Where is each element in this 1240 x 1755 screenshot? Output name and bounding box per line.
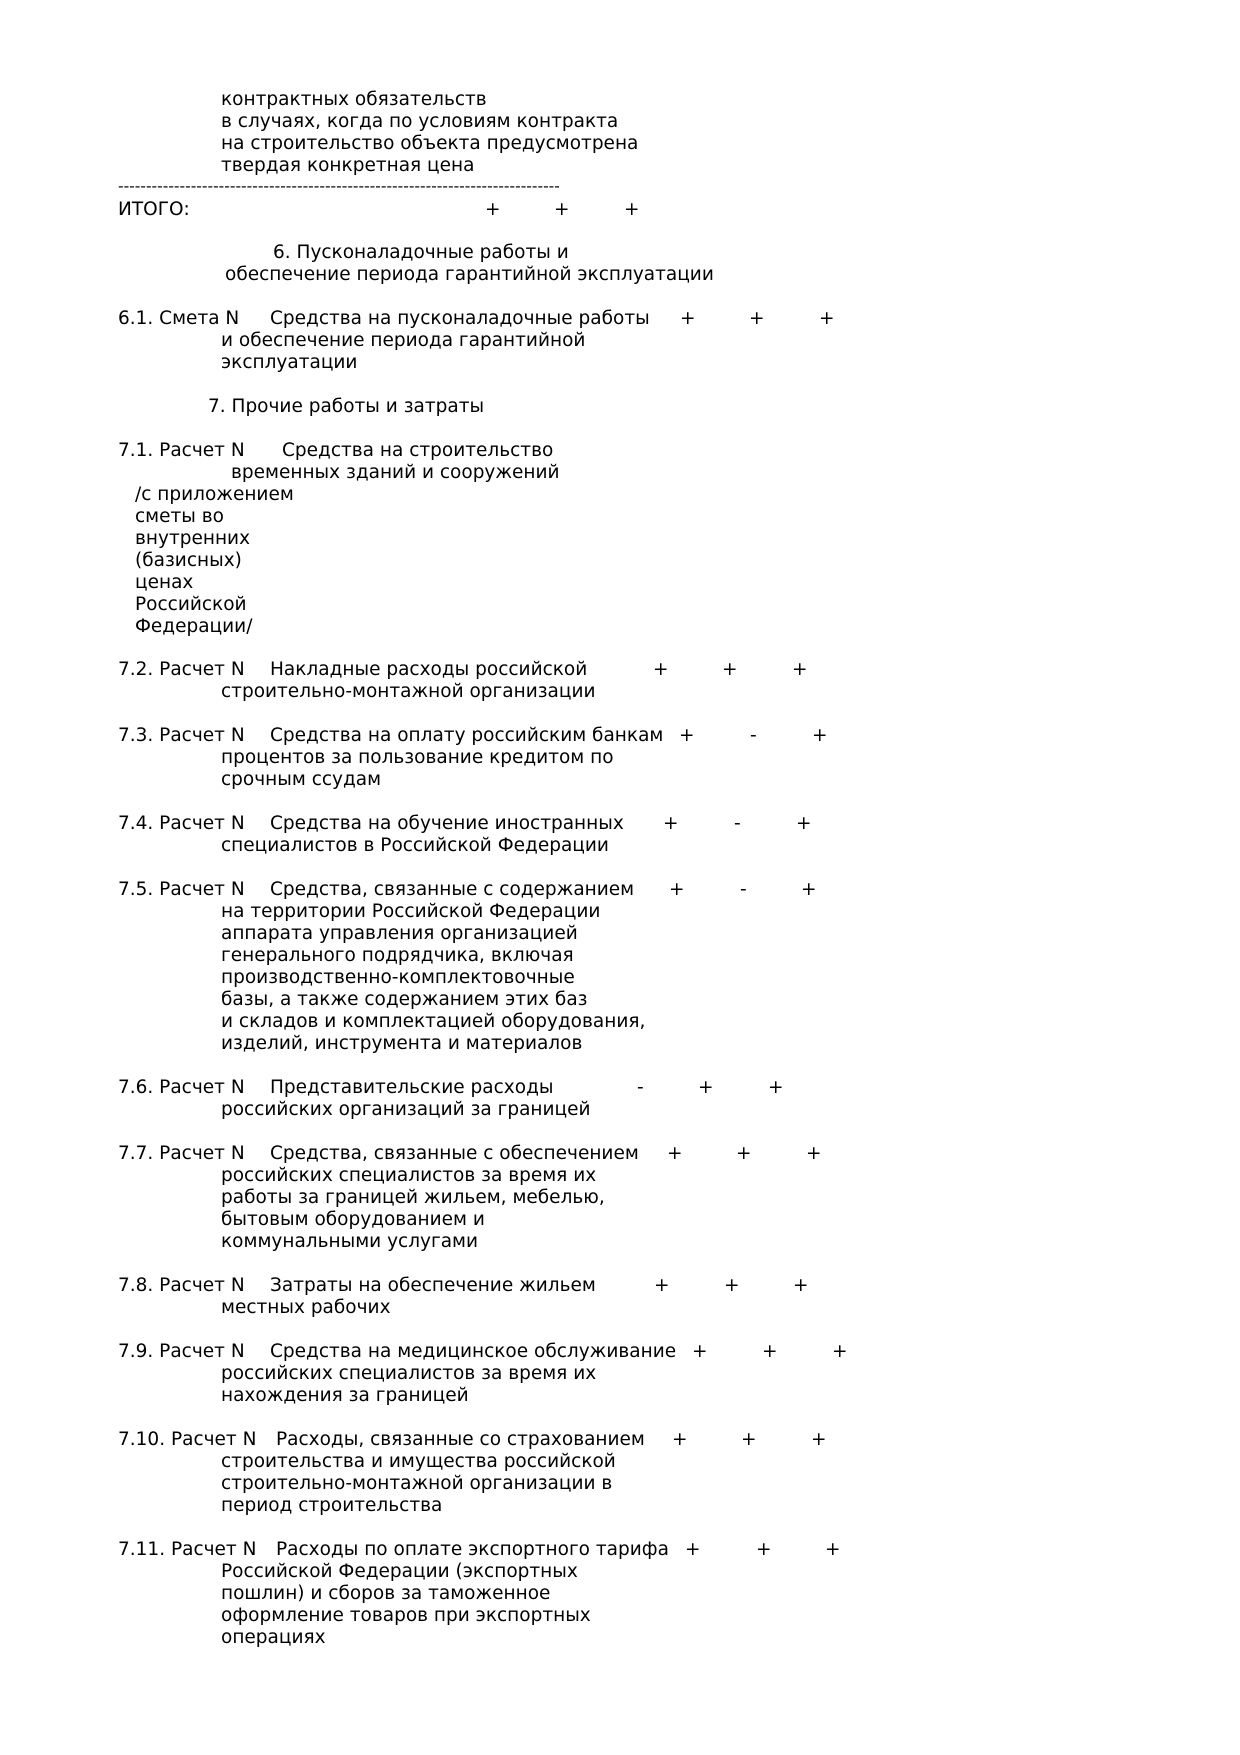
item-mark: + — [672, 1429, 688, 1450]
item-text: процентов за пользование кредитом по — [221, 747, 614, 768]
item-text: местных рабочих — [221, 1297, 391, 1318]
item-note: (базисных) — [135, 550, 242, 571]
item-mark: + — [832, 1341, 848, 1362]
item-text: операциях — [221, 1627, 326, 1648]
item-text: период строительства — [221, 1495, 443, 1516]
item-text: пошлин) и сборов за таможенное — [221, 1583, 551, 1604]
item-mark: + — [680, 308, 696, 329]
intro-line: в случаях, когда по условиям контракта — [221, 111, 619, 132]
item-text: Средства на пусконаладочные работы — [270, 308, 650, 329]
item-text: Средства, связанные с обеспечением — [270, 1143, 639, 1164]
item-text: Затраты на обеспечение жильем — [270, 1275, 596, 1296]
total-label: ИТОГО: — [118, 199, 190, 220]
total-mark: + — [624, 199, 640, 220]
item-text: бытовым оборудованием и — [221, 1209, 485, 1230]
item-text: базы, а также содержанием этих баз — [221, 989, 588, 1010]
item-text: и обеспечение периода гарантийной — [221, 330, 586, 351]
item-text: российских специалистов за время их — [221, 1165, 597, 1186]
item-text: работы за границей жильем, мебелью, — [221, 1187, 605, 1208]
item-mark: - — [734, 813, 741, 834]
item-note: Федерации/ — [135, 616, 253, 637]
item-code: 7.6. Расчет N — [118, 1077, 245, 1098]
item-code: 7.5. Расчет N — [118, 879, 245, 900]
item-code: 6.1. Смета N — [118, 308, 240, 329]
item-mark: + — [724, 1275, 740, 1296]
item-mark: - — [750, 725, 757, 746]
section-heading: обеспечение периода гарантийной эксплуатации — [225, 264, 714, 285]
item-mark: + — [756, 1539, 772, 1560]
total-mark: + — [485, 199, 501, 220]
item-text: строительно-монтажной организации в — [221, 1473, 613, 1494]
item-text: строительства и имущества российской — [221, 1451, 616, 1472]
item-mark: + — [685, 1539, 701, 1560]
item-mark: + — [741, 1429, 757, 1450]
item-text: срочным ссудам — [221, 769, 382, 790]
item-code: 7.3. Расчет N — [118, 725, 245, 746]
item-text: Средства на строительство — [282, 440, 554, 461]
item-text: на территории Российской Федерации — [221, 901, 601, 922]
item-code: 7.4. Расчет N — [118, 813, 245, 834]
item-mark: + — [653, 659, 669, 680]
item-mark: - — [637, 1077, 644, 1098]
item-code: 7.7. Расчет N — [118, 1143, 245, 1164]
item-note: сметы во — [135, 506, 224, 527]
item-text: Представительские расходы — [270, 1077, 554, 1098]
item-text: Средства, связанные с содержанием — [270, 879, 635, 900]
item-text: нахождения за границей — [221, 1385, 469, 1406]
item-text: специалистов в Российской Федерации — [221, 835, 609, 856]
item-code: 7.9. Расчет N — [118, 1341, 245, 1362]
item-text: строительно-монтажной организации — [221, 681, 596, 702]
item-text: временных зданий и сооружений — [231, 462, 560, 483]
item-mark: + — [722, 659, 738, 680]
item-text: производственно-комплектовочные — [221, 967, 575, 988]
item-text: российских организаций за границей — [221, 1099, 591, 1120]
item-text: эксплуатации — [221, 352, 358, 373]
item-mark: + — [698, 1077, 714, 1098]
item-code: 7.8. Расчет N — [118, 1275, 245, 1296]
item-note: Российской — [135, 594, 247, 615]
section-heading: 6. Пусконаладочные работы и — [273, 242, 569, 263]
item-text: Накладные расходы российской — [270, 659, 588, 680]
item-mark: + — [792, 659, 808, 680]
item-text: Средства на оплату российским банкам — [270, 725, 664, 746]
intro-line: твердая конкретная цена — [221, 155, 475, 176]
separator-line: ------------------------------------------------------------------------------- — [118, 177, 560, 195]
item-mark: + — [667, 1143, 683, 1164]
item-mark: + — [796, 813, 812, 834]
item-mark: + — [736, 1143, 752, 1164]
item-code: 7.10. Расчет N — [118, 1429, 257, 1450]
item-text: Расходы по оплате экспортного тарифа — [276, 1539, 669, 1560]
item-code: 7.2. Расчет N — [118, 659, 245, 680]
item-text: оформление товаров при экспортных — [221, 1605, 591, 1626]
item-mark: + — [663, 813, 679, 834]
item-mark: - — [740, 879, 747, 900]
item-mark: + — [762, 1341, 778, 1362]
item-text: Средства на обучение иностранных — [270, 813, 624, 834]
item-text: российских специалистов за время их — [221, 1363, 597, 1384]
item-mark: + — [825, 1539, 841, 1560]
item-note: /с приложением — [135, 484, 294, 505]
item-mark: + — [679, 725, 695, 746]
item-mark: + — [669, 879, 685, 900]
item-mark: + — [654, 1275, 670, 1296]
total-mark: + — [554, 199, 570, 220]
intro-line: контрактных обязательств — [221, 89, 487, 110]
item-mark: + — [692, 1341, 708, 1362]
item-mark: + — [812, 725, 828, 746]
item-mark: + — [793, 1275, 809, 1296]
item-text: генерального подрядчика, включая — [221, 945, 574, 966]
item-text: изделий, инструмента и материалов — [221, 1033, 583, 1054]
item-text: Российской Федерации (экспортных — [221, 1561, 578, 1582]
item-mark: + — [806, 1143, 822, 1164]
item-note: внутренних — [135, 528, 251, 549]
item-text: аппарата управления организацией — [221, 923, 578, 944]
item-code: 7.1. Расчет N — [118, 440, 245, 461]
intro-line: на строительство объекта предусмотрена — [221, 133, 639, 154]
item-text: коммунальными услугами — [221, 1231, 479, 1252]
item-mark: + — [811, 1429, 827, 1450]
item-text: и складов и комплектацией оборудования, — [221, 1011, 646, 1032]
section-heading: 7. Прочие работы и затраты — [208, 396, 485, 417]
item-code: 7.11. Расчет N — [118, 1539, 257, 1560]
item-text: Расходы, связанные со страхованием — [276, 1429, 645, 1450]
item-mark: + — [749, 308, 765, 329]
item-note: ценах — [135, 572, 194, 593]
item-text: Средства на медицинское обслуживание — [270, 1341, 677, 1362]
item-mark: + — [819, 308, 835, 329]
item-mark: + — [801, 879, 817, 900]
item-mark: + — [768, 1077, 784, 1098]
